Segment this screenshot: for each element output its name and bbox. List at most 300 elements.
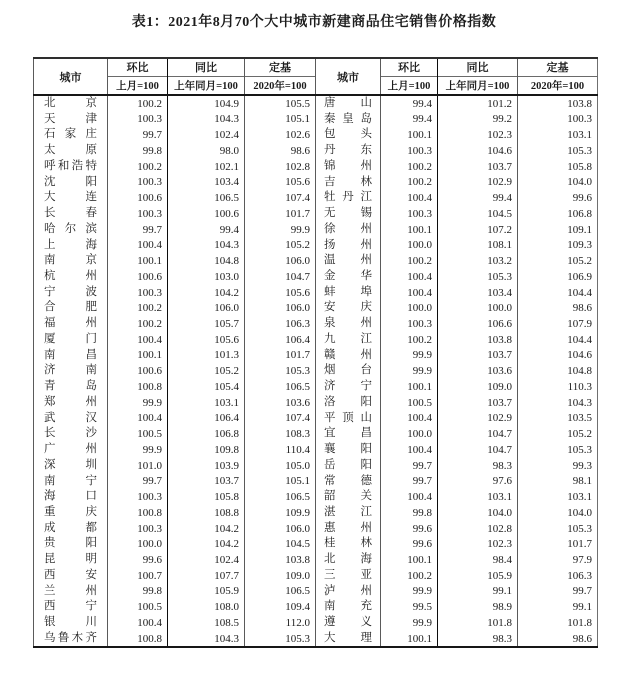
yoy-value-left: 105.9 [168,584,245,600]
base-value-right: 107.9 [518,316,598,332]
base-value-right: 109.1 [518,222,598,238]
mom-value-left: 100.2 [108,300,168,316]
city-name-right: 惠 州 [316,521,381,537]
mom-value-right: 100.3 [381,143,438,159]
table-row [34,489,598,505]
base-value-right: 98.6 [518,631,598,648]
table-row [34,363,598,379]
base-value-left: 108.3 [245,426,316,442]
city-name-left: 南 宁 [34,473,108,489]
base-value-left: 109.9 [245,505,316,521]
yoy-value-right: 102.9 [438,175,518,191]
base-value-right: 103.1 [518,127,598,143]
city-name-right: 襄 阳 [316,442,381,458]
base-value-left: 106.0 [245,300,316,316]
mom-value-right: 100.4 [381,442,438,458]
base-value-right: 101.8 [518,615,598,631]
table-row [34,536,598,552]
base-value-right: 97.9 [518,552,598,568]
city-name-right: 秦 皇 岛 [316,112,381,128]
base-value-right: 105.3 [518,521,598,537]
city-name-left: 合 肥 [34,300,108,316]
base-value-left: 105.5 [245,95,316,112]
city-name-left: 乌 鲁 木 齐 [34,631,108,648]
base-value-left: 105.1 [245,473,316,489]
mom-value-right: 99.9 [381,584,438,600]
yoy-value-right: 97.6 [438,473,518,489]
city-name-left: 银 川 [34,615,108,631]
city-name-left: 昆 明 [34,552,108,568]
base-value-right: 109.3 [518,237,598,253]
yoy-value-left: 105.7 [168,316,245,332]
yoy-value-right: 104.7 [438,426,518,442]
table-row [34,159,598,175]
base-value-left: 109.4 [245,599,316,615]
city-name-left: 宁 波 [34,285,108,301]
city-name-left: 重 庆 [34,505,108,521]
base-value-left: 99.9 [245,222,316,238]
yoy-value-left: 102.4 [168,127,245,143]
base-value-left: 107.4 [245,190,316,206]
yoy-value-left: 103.1 [168,395,245,411]
base-value-right: 98.1 [518,473,598,489]
base-value-right: 105.2 [518,426,598,442]
table-row [34,300,598,316]
mom-value-right: 100.4 [381,285,438,301]
base-value-right: 104.4 [518,332,598,348]
mom-value-left: 100.1 [108,348,168,364]
yoy-value-left: 105.4 [168,379,245,395]
city-name-left: 北 京 [34,95,108,112]
base-value-left: 101.7 [245,348,316,364]
col-header-yoy-right: 同比 [438,58,518,76]
mom-value-left: 100.6 [108,269,168,285]
base-value-left: 105.6 [245,175,316,191]
yoy-value-right: 102.9 [438,411,518,427]
mom-value-left: 100.5 [108,426,168,442]
table-row [34,222,598,238]
base-value-left: 109.0 [245,568,316,584]
city-name-left: 成 都 [34,521,108,537]
base-value-right: 103.5 [518,411,598,427]
city-name-right: 丹 东 [316,143,381,159]
yoy-value-left: 104.2 [168,536,245,552]
table-row [34,206,598,222]
yoy-value-left: 102.1 [168,159,245,175]
yoy-value-left: 107.7 [168,568,245,584]
mom-value-left: 100.5 [108,599,168,615]
base-value-left: 105.6 [245,285,316,301]
table-row [34,285,598,301]
city-name-left: 西 安 [34,568,108,584]
table-row [34,411,598,427]
mom-value-right: 100.2 [381,253,438,269]
mom-value-left: 100.3 [108,175,168,191]
yoy-value-left: 106.0 [168,300,245,316]
city-name-right: 安 庆 [316,300,381,316]
table-row [34,316,598,332]
city-name-right: 牡 丹 江 [316,190,381,206]
yoy-value-left: 104.9 [168,95,245,112]
base-value-left: 105.3 [245,363,316,379]
mom-value-left: 99.6 [108,552,168,568]
yoy-value-left: 108.8 [168,505,245,521]
base-value-left: 106.5 [245,584,316,600]
yoy-value-left: 104.2 [168,285,245,301]
yoy-value-right: 103.7 [438,348,518,364]
table-row [34,442,598,458]
city-name-left: 太 原 [34,143,108,159]
mom-value-left: 100.3 [108,206,168,222]
table-row [34,190,598,206]
yoy-value-left: 105.2 [168,363,245,379]
mom-value-left: 100.4 [108,237,168,253]
city-name-right: 唐 山 [316,95,381,112]
mom-value-left: 100.4 [108,615,168,631]
base-value-right: 103.8 [518,95,598,112]
city-name-left: 大 连 [34,190,108,206]
base-value-left: 105.2 [245,237,316,253]
table-header [34,58,598,95]
mom-value-right: 99.8 [381,505,438,521]
mom-value-right: 100.3 [381,316,438,332]
yoy-value-right: 104.0 [438,505,518,521]
mom-value-right: 99.9 [381,363,438,379]
mom-value-right: 100.4 [381,489,438,505]
mom-value-left: 100.3 [108,112,168,128]
yoy-value-right: 102.3 [438,536,518,552]
mom-value-left: 100.2 [108,95,168,112]
yoy-value-left: 105.6 [168,332,245,348]
mom-value-left: 100.8 [108,379,168,395]
city-name-right: 济 宁 [316,379,381,395]
subheader-base-right: 2020年=100 [518,76,598,95]
yoy-value-right: 99.2 [438,112,518,128]
city-name-right: 包 头 [316,127,381,143]
yoy-value-left: 103.0 [168,269,245,285]
city-name-right: 锦 州 [316,159,381,175]
city-name-right: 温 州 [316,253,381,269]
mom-value-right: 100.1 [381,379,438,395]
price-index-table [33,57,598,648]
table-row [34,112,598,128]
city-name-left: 上 海 [34,237,108,253]
yoy-value-right: 104.6 [438,143,518,159]
city-name-left: 厦 门 [34,332,108,348]
city-name-right: 蚌 埠 [316,285,381,301]
mom-value-left: 101.0 [108,458,168,474]
mom-value-left: 100.3 [108,489,168,505]
mom-value-right: 99.9 [381,615,438,631]
mom-value-right: 100.1 [381,127,438,143]
yoy-value-left: 103.9 [168,458,245,474]
city-name-left: 南 昌 [34,348,108,364]
table-row [34,584,598,600]
yoy-value-left: 103.7 [168,473,245,489]
city-name-right: 宜 昌 [316,426,381,442]
mom-value-right: 100.3 [381,206,438,222]
base-value-right: 99.3 [518,458,598,474]
base-value-left: 112.0 [245,615,316,631]
mom-value-left: 100.2 [108,159,168,175]
base-value-right: 98.6 [518,300,598,316]
city-name-right: 九 江 [316,332,381,348]
base-value-right: 110.3 [518,379,598,395]
base-value-left: 102.8 [245,159,316,175]
table-row [34,237,598,253]
base-value-left: 106.0 [245,521,316,537]
mom-value-right: 100.1 [381,222,438,238]
base-value-right: 106.8 [518,206,598,222]
city-name-right: 大 理 [316,631,381,648]
yoy-value-right: 102.3 [438,127,518,143]
table-row [34,458,598,474]
mom-value-left: 100.7 [108,568,168,584]
mom-value-right: 100.2 [381,159,438,175]
mom-value-right: 99.4 [381,112,438,128]
base-value-left: 98.6 [245,143,316,159]
mom-value-left: 99.8 [108,584,168,600]
yoy-value-right: 105.3 [438,269,518,285]
mom-value-right: 99.9 [381,348,438,364]
city-name-left: 广 州 [34,442,108,458]
table-row [34,395,598,411]
city-name-left: 哈 尔 滨 [34,222,108,238]
yoy-value-left: 102.4 [168,552,245,568]
mom-value-left: 100.6 [108,363,168,379]
yoy-value-right: 104.7 [438,442,518,458]
table-row [34,379,598,395]
col-header-base-left: 定基 [245,58,316,76]
base-value-right: 99.1 [518,599,598,615]
yoy-value-right: 98.9 [438,599,518,615]
mom-value-right: 100.0 [381,237,438,253]
table-row [34,332,598,348]
table-row [34,505,598,521]
mom-value-right: 99.4 [381,95,438,112]
base-value-left: 106.3 [245,316,316,332]
base-value-right: 101.7 [518,536,598,552]
mom-value-right: 100.0 [381,300,438,316]
city-name-right: 洛 阳 [316,395,381,411]
city-name-left: 青 岛 [34,379,108,395]
base-value-right: 103.1 [518,489,598,505]
mom-value-right: 99.7 [381,473,438,489]
yoy-value-left: 108.5 [168,615,245,631]
mom-value-left: 100.8 [108,505,168,521]
city-name-left: 贵 阳 [34,536,108,552]
mom-value-left: 99.9 [108,395,168,411]
col-header-base-right: 定基 [518,58,598,76]
base-value-right: 106.3 [518,568,598,584]
mom-value-right: 99.7 [381,458,438,474]
city-name-right: 赣 州 [316,348,381,364]
table-row [34,521,598,537]
table-row [34,348,598,364]
table-row [34,95,598,112]
table-row [34,175,598,191]
base-value-right: 100.3 [518,112,598,128]
yoy-value-right: 98.4 [438,552,518,568]
yoy-value-left: 104.8 [168,253,245,269]
base-value-right: 99.7 [518,584,598,600]
city-name-left: 石 家 庄 [34,127,108,143]
city-name-right: 遵 义 [316,615,381,631]
yoy-value-right: 106.6 [438,316,518,332]
yoy-value-left: 109.8 [168,442,245,458]
base-value-right: 104.8 [518,363,598,379]
mom-value-left: 100.3 [108,285,168,301]
yoy-value-right: 103.6 [438,363,518,379]
base-value-right: 99.6 [518,190,598,206]
city-name-right: 桂 林 [316,536,381,552]
base-value-left: 105.0 [245,458,316,474]
table-row [34,615,598,631]
base-value-right: 106.9 [518,269,598,285]
city-name-left: 兰 州 [34,584,108,600]
base-value-left: 106.4 [245,332,316,348]
yoy-value-right: 105.9 [438,568,518,584]
mom-value-right: 100.4 [381,411,438,427]
base-value-right: 105.3 [518,143,598,159]
base-value-left: 105.1 [245,112,316,128]
city-name-left: 呼 和 浩 特 [34,159,108,175]
mom-value-left: 100.0 [108,536,168,552]
subheader-base-left: 2020年=100 [245,76,316,95]
table-row [34,631,598,648]
yoy-value-left: 100.6 [168,206,245,222]
yoy-value-right: 108.1 [438,237,518,253]
city-name-right: 南 充 [316,599,381,615]
city-name-right: 无 锡 [316,206,381,222]
mom-value-right: 100.2 [381,568,438,584]
yoy-value-right: 102.8 [438,521,518,537]
yoy-value-left: 101.3 [168,348,245,364]
city-name-right: 岳 阳 [316,458,381,474]
page-title: 表1：2021年8月70个大中城市新建商品住宅销售价格指数 [131,15,497,30]
city-name-left: 福 州 [34,316,108,332]
base-value-right: 105.3 [518,442,598,458]
mom-value-left: 99.9 [108,442,168,458]
mom-value-left: 100.8 [108,631,168,648]
city-name-left: 济 南 [34,363,108,379]
base-value-left: 105.3 [245,631,316,648]
yoy-value-right: 98.3 [438,458,518,474]
base-value-right: 104.0 [518,175,598,191]
mom-value-left: 99.7 [108,222,168,238]
city-name-left: 郑 州 [34,395,108,411]
yoy-value-left: 106.5 [168,190,245,206]
yoy-value-right: 101.2 [438,95,518,112]
yoy-value-right: 104.5 [438,206,518,222]
mom-value-left: 100.3 [108,521,168,537]
table-row [34,269,598,285]
base-value-right: 104.0 [518,505,598,521]
base-value-right: 104.4 [518,285,598,301]
city-name-right: 平 顶 山 [316,411,381,427]
col-header-mom-left: 环比 [108,58,168,76]
mom-value-right: 100.1 [381,631,438,648]
city-name-left: 深 圳 [34,458,108,474]
mom-value-right: 99.5 [381,599,438,615]
city-name-right: 北 海 [316,552,381,568]
yoy-value-right: 103.8 [438,332,518,348]
subheader-mom-right: 上月=100 [381,76,438,95]
city-name-left: 天 津 [34,112,108,128]
city-name-right: 吉 林 [316,175,381,191]
col-header-city-left: 城市 [34,58,108,95]
base-value-left: 101.7 [245,206,316,222]
base-value-left: 104.7 [245,269,316,285]
base-value-left: 106.5 [245,379,316,395]
subheader-mom-left: 上月=100 [108,76,168,95]
city-name-left: 沈 阳 [34,175,108,191]
yoy-value-right: 103.2 [438,253,518,269]
city-name-right: 徐 州 [316,222,381,238]
base-value-left: 106.0 [245,253,316,269]
mom-value-left: 99.8 [108,143,168,159]
city-name-left: 武 汉 [34,411,108,427]
yoy-value-left: 104.3 [168,112,245,128]
base-value-right: 105.8 [518,159,598,175]
mom-value-left: 99.7 [108,127,168,143]
mom-value-right: 100.2 [381,175,438,191]
yoy-value-right: 107.2 [438,222,518,238]
base-value-left: 110.4 [245,442,316,458]
city-name-right: 泉 州 [316,316,381,332]
yoy-value-right: 99.4 [438,190,518,206]
yoy-value-right: 101.8 [438,615,518,631]
city-name-right: 湛 江 [316,505,381,521]
city-name-right: 常 德 [316,473,381,489]
col-header-mom-right: 环比 [381,58,438,76]
table-row [34,127,598,143]
city-name-left: 西 宁 [34,599,108,615]
city-name-left: 海 口 [34,489,108,505]
yoy-value-left: 99.4 [168,222,245,238]
base-value-right: 104.6 [518,348,598,364]
table-row [34,426,598,442]
city-name-left: 长 春 [34,206,108,222]
table-row [34,599,598,615]
mom-value-left: 100.4 [108,332,168,348]
city-name-left: 南 京 [34,253,108,269]
city-name-right: 三 亚 [316,568,381,584]
city-name-left: 长 沙 [34,426,108,442]
base-value-left: 107.4 [245,411,316,427]
city-name-right: 金 华 [316,269,381,285]
yoy-value-left: 106.4 [168,411,245,427]
yoy-value-left: 108.0 [168,599,245,615]
mom-value-right: 100.4 [381,190,438,206]
table-row [34,568,598,584]
yoy-value-left: 106.8 [168,426,245,442]
table-row [34,143,598,159]
subheader-yoy-left: 上年同月=100 [168,76,245,95]
mom-value-right: 99.6 [381,521,438,537]
col-header-city-right: 城市 [316,58,381,95]
yoy-value-left: 105.8 [168,489,245,505]
yoy-value-left: 103.4 [168,175,245,191]
col-header-yoy-left: 同比 [168,58,245,76]
yoy-value-right: 103.7 [438,395,518,411]
mom-value-right: 99.6 [381,536,438,552]
mom-value-left: 100.4 [108,411,168,427]
base-value-left: 106.5 [245,489,316,505]
city-name-right: 泸 州 [316,584,381,600]
base-value-left: 104.5 [245,536,316,552]
mom-value-right: 100.0 [381,426,438,442]
